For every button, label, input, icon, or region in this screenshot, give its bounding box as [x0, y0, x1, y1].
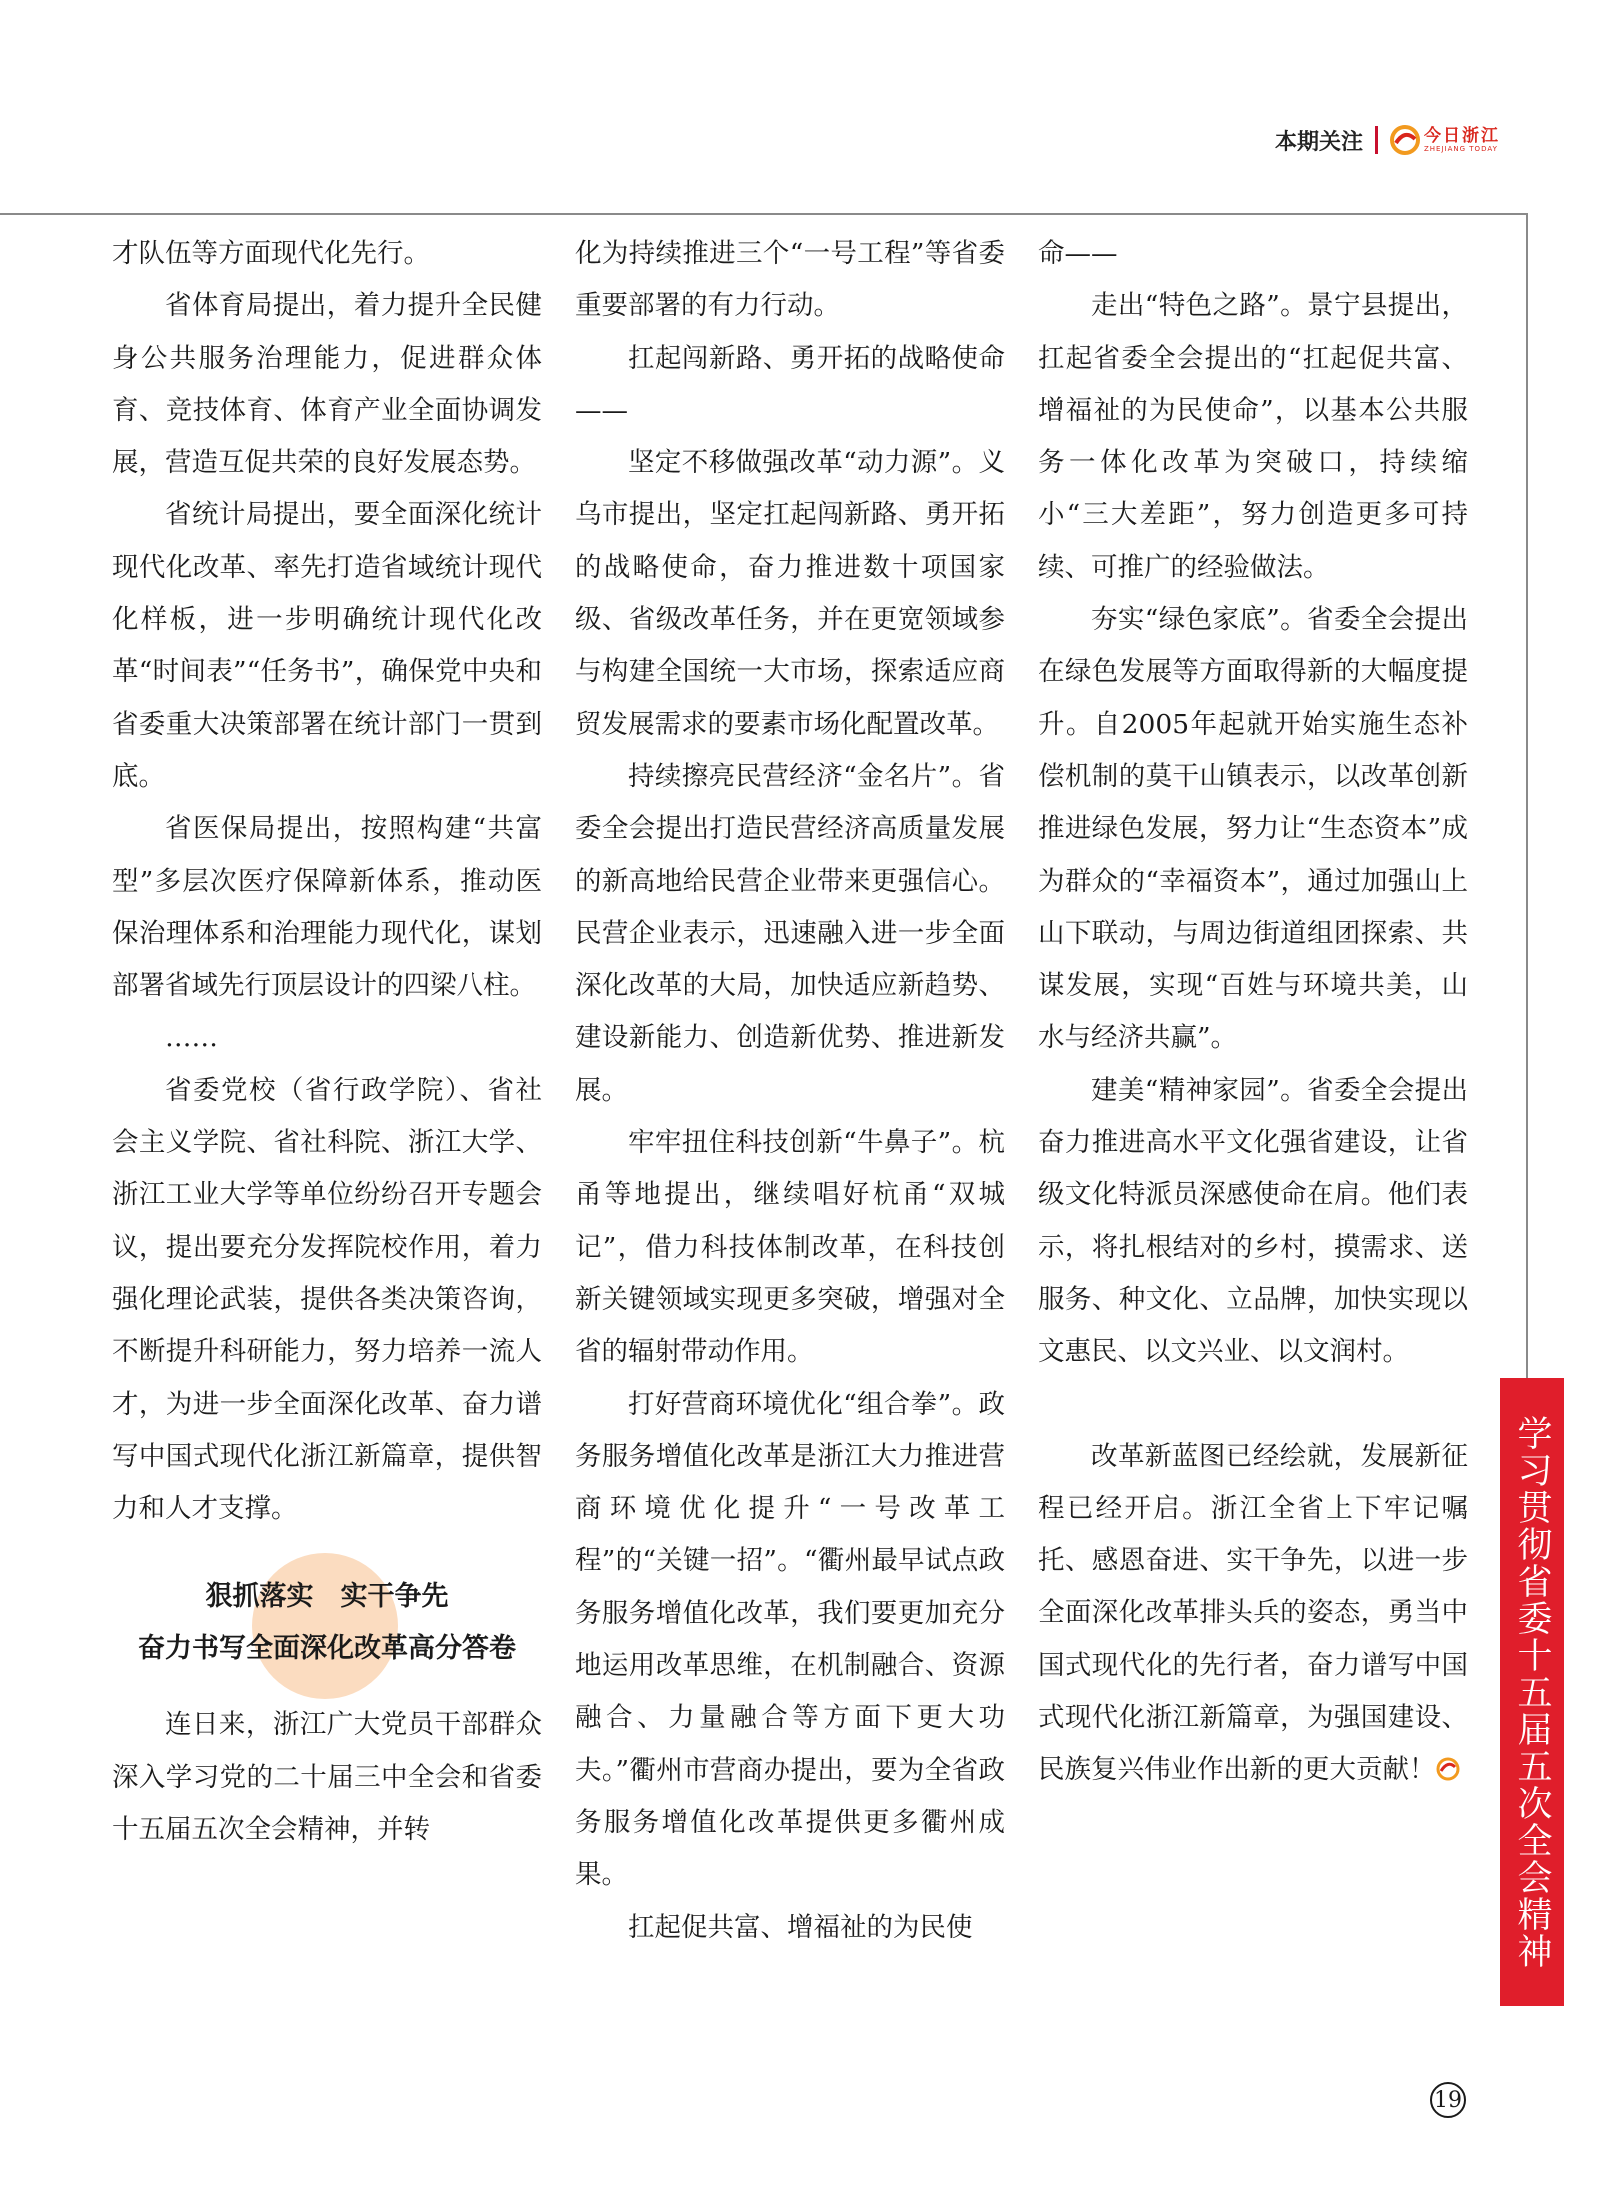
logo-text: 今日浙江 [1424, 125, 1500, 146]
page-number: 19 [1430, 2082, 1466, 2118]
magazine-logo [1390, 125, 1500, 155]
ellipsis-paragraph: …… [165, 1022, 218, 1054]
header-separator [1375, 126, 1378, 154]
paragraph: 坚定不移做强改革“动力源”。义乌市提出，坚定扛起闯新路、勇开拓的战略使命，奋力推进数十项国家级、省级改革任务，并在更宽领域参与构建全国统一大市场，探索适应商贸发展需求的要素市场化配置改革。 [575, 447, 1005, 740]
right-rule [1526, 213, 1528, 1383]
side-banner [1500, 1378, 1564, 2006]
paragraph: 夯实“绿色家底”。省委全会提出在绿色发展等方面取得新的大幅度提升。自2005年起就开始实施生态补偿机制的莫干山镇表示，以改革创新推进绿色发展，努力让“生态资本”成为群众的“幸福资本”，通过加强山上山下联动，与周边街道组团探索、共谋发展，实现“百姓与环境共美，山水与经济共赢”。 [1038, 604, 1468, 1054]
paragraph: 建美“精神家园”。省委全会提出奋力推进高水平文化强省建设，让省级文化特派员深感使命在肩。他们表示，将扎根结对的乡村，摸需求、送服务、种文化、立品牌，加快实现以文惠民、以文兴业、以文润村。 [1038, 1074, 1468, 1368]
paragraph: 省委党校（省行政学院）、省社会主义学院、省社科院、浙江大学、浙江工业大学等单位纷纷召开专题会议，提出要充分发挥院校作用，着力强化理论武装，提供各类决策咨询，不断提升科研能力，努力培养一流人才，为进一步全面深化改革、奋力谱写中国式现代化浙江新篇章，提供智力和人才支撑。 [112, 1074, 542, 1525]
subheading-line-2: 奋力书写全面深化改革高分答卷 [138, 1633, 516, 1665]
paragraph: 省体育局提出，着力提升全民健身公共服务治理能力，促进群众体育、竞技体育、体育产业全面协调发展，营造互促共荣的良好发展态势。 [112, 290, 542, 479]
closing-text: 改革新蓝图已经绘就，发展新征程已经开启。浙江全省上下牢记嘱托、感恩奋进、实干争先，以进一步全面深化改革排头兵的姿态，勇当中国式现代化的先行者，奋力谱写中国式现代化浙江新篇章，为强国建设、民族复兴伟业作出新的更大贡献！ [1038, 1440, 1468, 1786]
column-3 [1038, 228, 1468, 1797]
paragraph: 省统计局提出，要全面深化统计现代化改革、率先打造省域统计现代化样板，进一步明确统计现代化改革“时间表”“任务书”，确保党中央和省委重大决策部署在统计部门一贯到底。 [112, 499, 542, 792]
logo-swirl-icon [1390, 125, 1420, 155]
paragraph: 连日来，浙江广大党员干部群众深入学习党的二十届三中全会和省委十五届五次全会精神，并转 [112, 1709, 542, 1846]
logo-subtitle: ZHEJIANG TODAY [1424, 144, 1498, 153]
paragraph: 化为持续推进三个“一号工程”等省委重要部署的有力行动。 [575, 238, 1005, 322]
section-subheading [112, 1545, 542, 1699]
paragraph: 牢牢扭住科技创新“牛鼻子”。杭甬等地提出，继续唱好杭甬“双城记”，借力科技体制改革，在科技创新关键领域实现更多突破，增强对全省的辐射带动作用。 [575, 1127, 1005, 1368]
paragraph: 扛起促共富、增福祉的为民使 [628, 1911, 973, 1943]
section-label: 本期关注 [1274, 129, 1363, 155]
paragraph: 才队伍等方面现代化先行。 [112, 238, 430, 269]
end-mark-icon [1436, 1757, 1460, 1781]
paragraph: 打好营商环境优化“组合拳”。政务服务增值化改革是浙江大力推进营商环境优化提升“一号改革工程”的“关键一招”。“衢州最早试点政务服务增值化改革，我们要更加充分地运用改革思维，在机制融合、资源融合、力量融合等方面下更大功夫。”衢州市营商办提出，要为全省政务服务增值化改革提供更多衢州成果。 [575, 1388, 1005, 1891]
column-1 [112, 228, 542, 1856]
paragraph: 命—— [1038, 238, 1118, 269]
paragraph: 省医保局提出，按照构建“共富型”多层次医疗保障新体系，推动医保治理体系和治理能力现代化，谋划部署省域先行顶层设计的四梁八柱。 [112, 813, 542, 1002]
subheading-line-1: 狠抓落实 实干争先 [205, 1581, 449, 1613]
paragraph: 扛起闯新路、勇开拓的战略使命—— [575, 342, 1005, 426]
top-rule [0, 213, 1528, 215]
page-header [1275, 118, 1500, 162]
column-2 [575, 228, 1005, 1954]
paragraph-gap [1038, 1379, 1468, 1431]
paragraph: 持续擦亮民营经济“金名片”。省委全会提出打造民营经济高质量发展的新高地给民营企业带来更强信心。民营企业表示，迅速融入进一步全面深化改革的大局，加快适应新趋势、建设新能力、创造新优势、推进新发展。 [575, 760, 1005, 1106]
closing-paragraph [1038, 1431, 1468, 1797]
paragraph: 走出“特色之路”。景宁县提出，扛起省委全会提出的“扛起促共富、增福祉的为民使命”，以基本公共服务一体化改革为突破口，持续缩小“三大差距”，努力创造更多可持续、可推广的经验做法。 [1038, 290, 1468, 583]
side-banner-text: 学习贯彻省委十五届五次全会精神 [1512, 1414, 1552, 1970]
